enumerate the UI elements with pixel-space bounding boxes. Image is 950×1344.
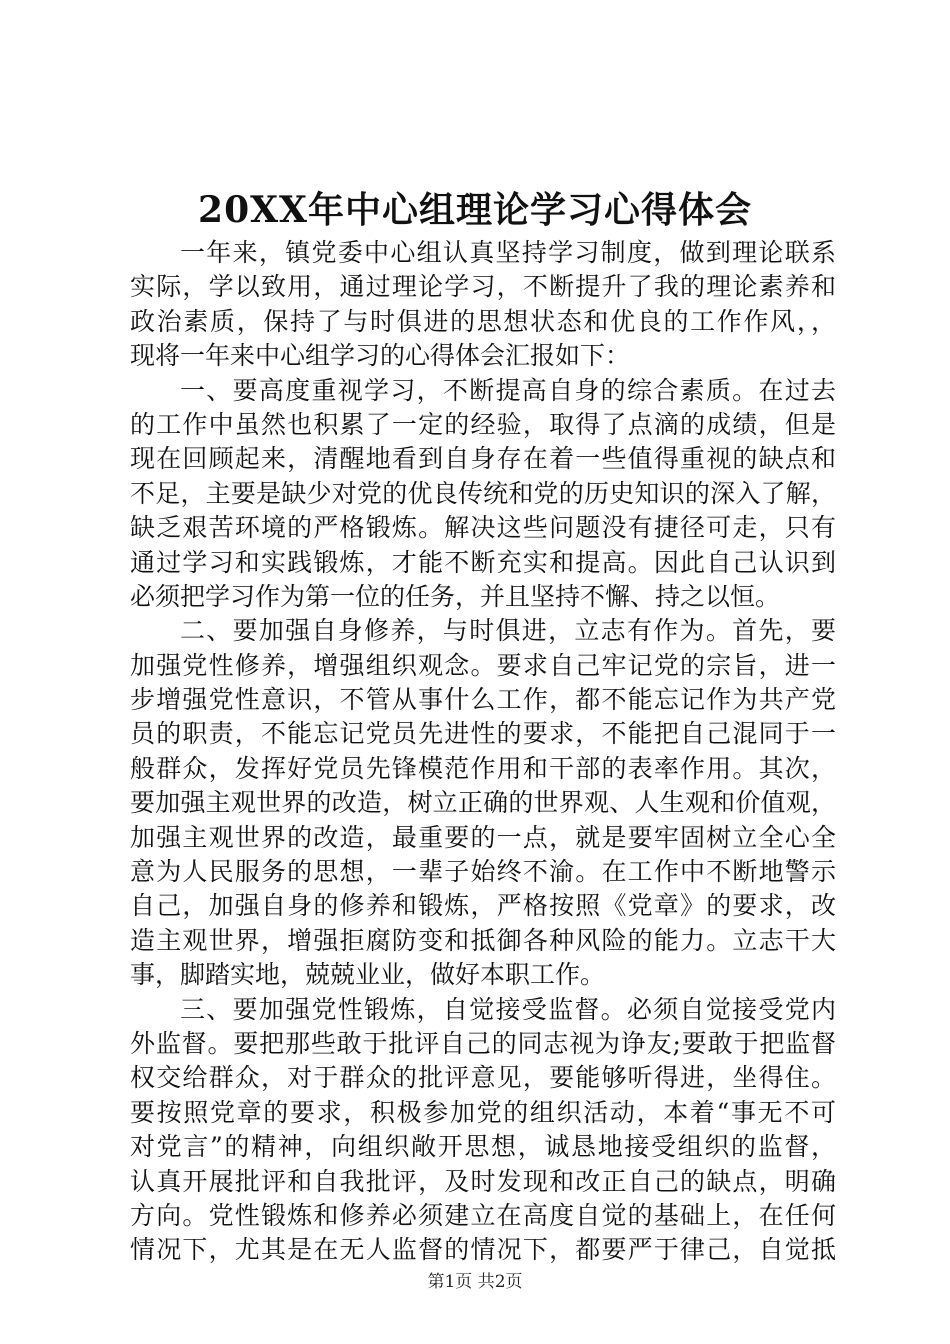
page-number-footer: 第1页 共2页 [427,1272,523,1292]
paragraph-line: 权交给群众，对于群众的批评意见，要能够听得进，坐得住。 [130,1063,836,1093]
paragraph-line: 认真开展批评和自我批评，及时发现和改正自己的缺点，明确 [130,1166,836,1196]
paragraph-line: 实际，学以致用，通过理论学习，不断提升了我的理论素养和 [130,272,836,302]
paragraph-line: 般群众，发挥好党员先锋模范作用和干部的表率作用。其次， [130,753,836,783]
paragraph-line: 自己，加强自身的修养和锻炼，严格按照《党章》的要求，改 [130,891,836,921]
paragraph-line: 一、要高度重视学习，不断提高自身的综合素质。在过去 [180,375,836,405]
paragraph-line: 要按照党章的要求，积极参加党的组织活动，本着“事无不可 [130,1097,836,1127]
paragraph-line: 现将一年来中心组学习的心得体会汇报如下： [130,341,631,371]
paragraph-line: 要加强主观世界的改造，树立正确的世界观、人生观和价值观， [130,788,836,818]
document-title: 20XX年中心组理论学习心得体会 [198,189,752,231]
paragraph-line: 三、要加强党性锻炼，自觉接受监督。必须自觉接受党内 [180,994,836,1024]
paragraph-line: 缺乏艰苦环境的严格锻炼。解决这些问题没有捷径可走，只有 [130,513,836,543]
paragraph-line: 一年来，镇党委中心组认真坚持学习制度，做到理论联系 [180,238,836,267]
paragraph-line: 事，脚踏实地，兢兢业业，做好本职工作。 [130,960,606,990]
paragraph-line: 加强主观世界的改造，最重要的一点，就是要牢固树立全心全 [130,822,836,852]
paragraph-line: 情况下，尤其是在无人监督的情况下，都要严于律己，自觉抵 [130,1235,836,1265]
paragraph-line: 步增强党性意识，不管从事什么工作，都不能忘记作为共产党 [130,685,836,715]
paragraph-line: 意为人民服务的思想，一辈子始终不渝。在工作中不断地警示 [130,857,836,887]
paragraph-line: 必须把学习作为第一位的任务，并且坚持不懈、持之以恒。 [130,581,781,611]
paragraph-line: 员的职责，不能忘记党员先进性的要求，不能把自己混同于一 [130,719,836,749]
paragraph-line: 的工作中虽然也积累了一定的经验，取得了点滴的成绩，但是 [130,409,836,439]
paragraph-line: 二、要加强自身修养，与时俱进，立志有作为。首先，要 [180,616,836,646]
paragraph-line: 通过学习和实践锻炼，才能不断充实和提高。因此自己认识到 [130,547,836,577]
document-body [130,236,836,1268]
paragraph-line: 政治素质，保持了与时俱进的思想状态和优良的工作作风，， [130,306,836,336]
paragraph-line: 外监督。要把那些敢于批评自己的同志视为诤友;要敢于把监督 [130,1028,836,1058]
paragraph-line: 造主观世界，增强拒腐防变和抵御各种风险的能力。立志干大 [130,925,836,955]
paragraph-line: 方向。党性锻炼和修养必须建立在高度自觉的基础上，在任何 [130,1200,836,1230]
paragraph-line: 不足，主要是缺少对党的优良传统和党的历史知识的深入了解， [130,478,836,508]
paragraph-line: 现在回顾起来，清醒地看到自身存在着一些值得重视的缺点和 [130,444,836,474]
paragraph-line: 加强党性修养，增强组织观念。要求自己牢记党的宗旨，进一 [130,650,836,680]
paragraph-line: 对党言”的精神，向组织敞开思想，诚恳地接受组织的监督， [130,1132,836,1162]
